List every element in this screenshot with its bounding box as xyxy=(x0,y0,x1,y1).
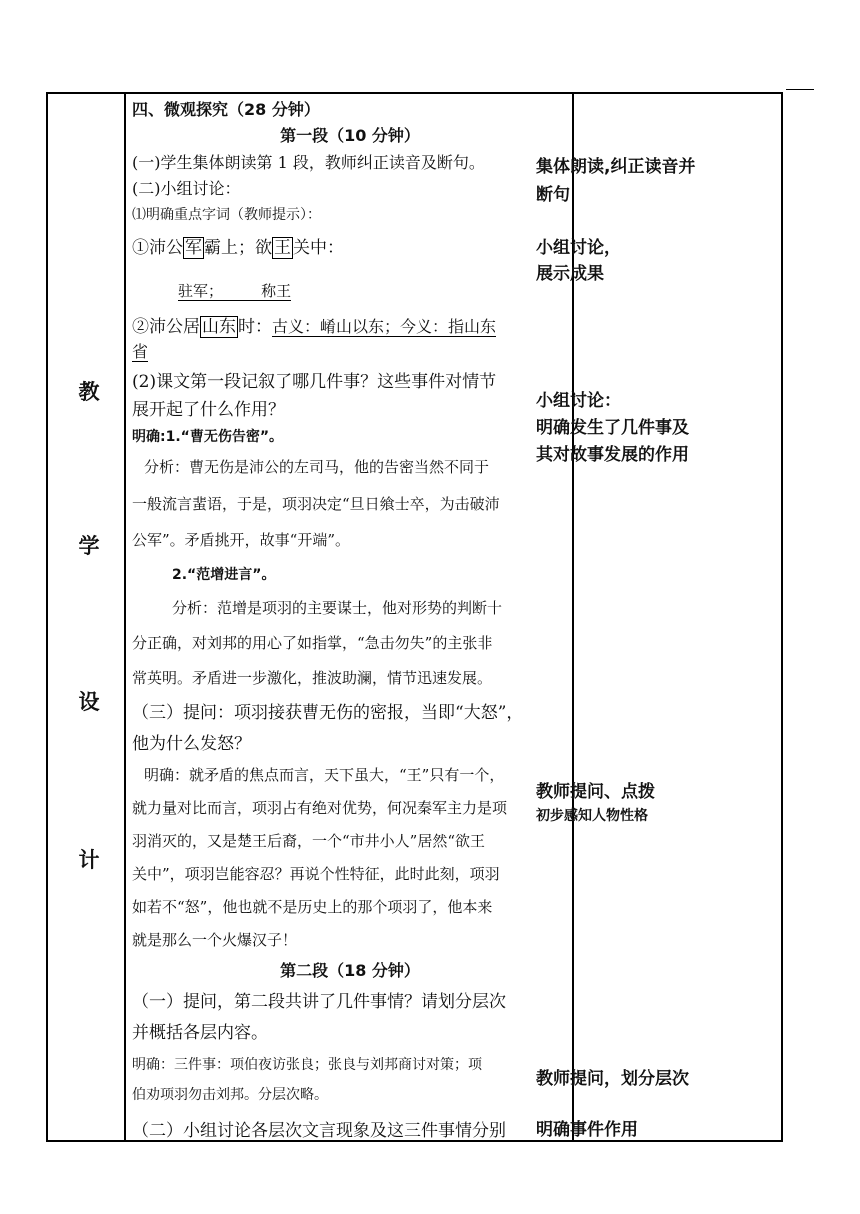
answer-three-line-5: 如若不“怒”，他也就不是历史上的那个项羽了，他本来 xyxy=(132,898,493,916)
example-one-key-word-1: 军 xyxy=(185,238,202,258)
note-group-reading-line-2: 断句 xyxy=(536,185,570,205)
answer-three-line-6: 就是那么一个火爆汉子！ xyxy=(132,931,298,949)
paragraph-two-answer-line-2: 伯劝项羽勿击刘邦。分层次略。 xyxy=(132,1087,328,1103)
note-group-reading-line-1: 集体朗读,纠正读音并 xyxy=(536,157,696,177)
question-two-line-1: (2)课文第一段记叙了哪几件事？这些事件对情节 xyxy=(132,372,497,392)
step-two: (二)小组讨论： xyxy=(132,179,241,198)
paragraph-two-discussion: （二）小组讨论各层次文言现象及这三件事情分别 xyxy=(132,1121,506,1141)
note-teacher-question: 教师提问、点拨 xyxy=(536,782,655,802)
answer-item-1: 明确:1.“曹无伤告密”。 xyxy=(132,429,284,445)
top-rule xyxy=(786,89,814,90)
example-one-suffix: 关中： xyxy=(293,238,344,258)
column-divider-left xyxy=(124,94,126,1140)
analysis-1-line-2: 一般流言蜚语，于是，项羽决定“旦日飨士卒，为击破沛 xyxy=(132,495,500,513)
note-events-line-1: 小组讨论： xyxy=(536,391,621,411)
side-label-char-2: 学 xyxy=(78,534,100,558)
example-one-prefix: ①沛公 xyxy=(132,238,183,258)
example-one-gloss: 驻军； 称王 xyxy=(178,282,292,300)
lesson-table xyxy=(46,92,783,1142)
analysis-2-line-2: 分正确，对刘邦的用心了如指掌，“急击勿失”的主张非 xyxy=(132,634,493,652)
sub-step-one: ⑴明确重点字词（教师提示）： xyxy=(132,207,321,223)
example-one-key-word-2: 王 xyxy=(274,238,291,258)
example-two-middle: 时： xyxy=(238,317,272,337)
side-label-char-1: 教 xyxy=(78,380,100,404)
answer-three-line-2: 就力量对比而言，项羽占有绝对优势，何况秦军主力是项 xyxy=(132,799,508,817)
paragraph-two-answer-line-1: 明确：三件事：项伯夜访张良；张良与刘邦商讨对策；项 xyxy=(132,1057,482,1073)
side-label-char-4: 计 xyxy=(78,848,100,872)
answer-three-line-3: 羽消灭的，又是楚王后裔，一个“市井小人”居然“欲王 xyxy=(132,832,486,850)
note-events-line-2: 明确发生了几件事及 xyxy=(536,418,689,438)
note-events-line-3: 其对故事发展的作用 xyxy=(536,445,689,465)
analysis-2-line-3: 常英明。矛盾进一步激化，推波助澜，情节迅速发展。 xyxy=(132,669,493,687)
analysis-1-line-1: 分析：曹无伤是沛公的左司马，他的告密当然不同于 xyxy=(144,458,490,476)
example-two xyxy=(132,312,496,337)
answer-three-line-4: 关中”，项羽岂能容忍？再说个性特征，此时此刻，项羽 xyxy=(132,865,500,883)
note-character-perception: 初步感知人物性格 xyxy=(536,808,648,824)
example-two-prefix: ②沛公居 xyxy=(132,317,200,337)
analysis-1-line-3: 公军”。矛盾挑开，故事“开端”。 xyxy=(132,531,351,549)
example-two-gloss: 古义：崤山以东；今义：指山东 xyxy=(272,317,497,336)
question-two-line-2: 展开起了什么作用？ xyxy=(132,400,285,420)
side-label-char-3: 设 xyxy=(78,690,100,714)
answer-three-line-1: 明确：就矛盾的焦点而言，天下虽大，“王”只有一个， xyxy=(144,766,505,784)
example-two-key-word: 山东 xyxy=(202,317,236,337)
note-divide-levels: 教师提问，划分层次 xyxy=(536,1069,689,1089)
step-one: (一)学生集体朗读第 1 段，教师纠正读音及断句。 xyxy=(132,153,485,172)
note-discussion-line-1: 小组讨论， xyxy=(536,238,621,258)
section-heading: 四、微观探究（28 分钟） xyxy=(132,100,320,119)
note-event-role: 明确事件作用 xyxy=(536,1120,638,1140)
example-one-middle: 霸上；欲 xyxy=(204,238,272,258)
paragraph-two-question-line-2: 并概括各层内容。 xyxy=(132,1023,268,1043)
paragraph-two-title: 第二段（18 分钟） xyxy=(280,961,420,980)
example-two-gloss-continued: 省 xyxy=(132,342,149,361)
answer-item-2: 2.“范增进言”。 xyxy=(172,567,276,583)
paragraph-one-title: 第一段（10 分钟） xyxy=(280,126,420,145)
question-three-line-1: （三）提问：项羽接获曹无伤的密报，当即“大怒”， xyxy=(132,703,524,723)
paragraph-two-question-line-1: （一）提问，第二段共讲了几件事情？请划分层次 xyxy=(132,992,506,1012)
question-three-line-2: 他为什么发怒？ xyxy=(132,734,251,754)
analysis-2-line-1: 分析：范增是项羽的主要谋士，他对形势的判断十 xyxy=(172,599,503,617)
note-discussion-line-2: 展示成果 xyxy=(536,264,604,284)
example-one xyxy=(132,233,344,258)
